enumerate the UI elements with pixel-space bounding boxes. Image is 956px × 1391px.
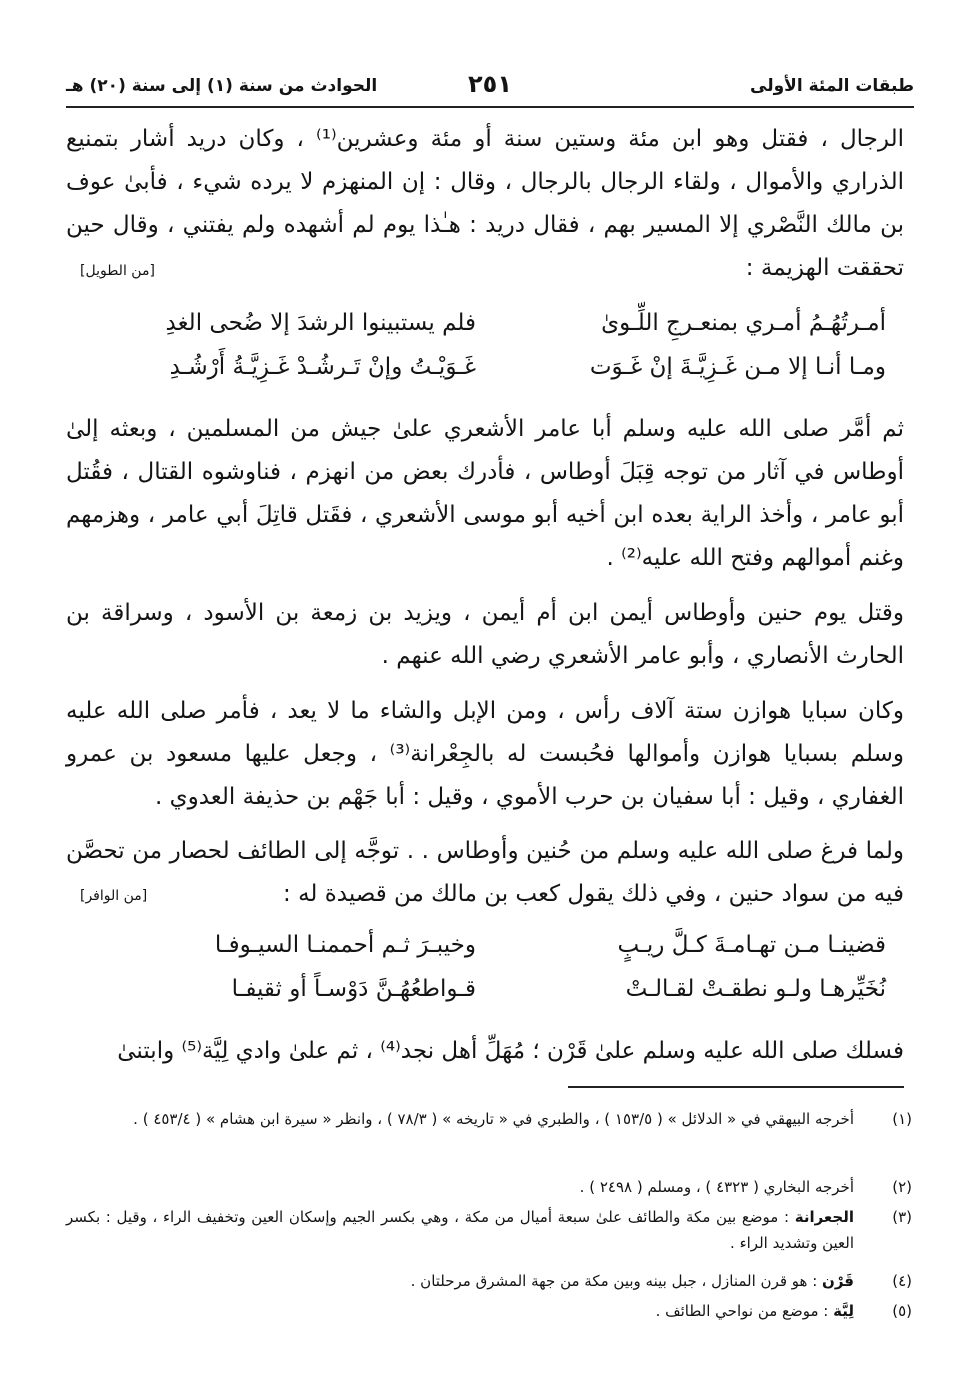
verse-first-hemistich: قضينـا مـن تهـامـةَ كـلَّ ريـبٍ [617, 932, 886, 958]
paragraph-6 [66, 1030, 904, 1073]
footnote-number: (٣) [892, 1208, 912, 1226]
verse-second-hemistich: قـواطعُهُـنَّ دَوْسـاً أو ثقيفـا [231, 976, 476, 1002]
verse-second-hemistich: وخيبـرَ ثـم أحممنـا السيـوفـا [214, 932, 476, 958]
footnote-number: (٥) [892, 1302, 912, 1320]
paragraph-text: ولما فرغ صلى الله عليه وسلم من حُنين وأوطاس . . توجَّه إلى الطائف لحصار من تحصَّن فيه من سواد حنين ، وفي ذلك يقول كعب بن مالك من قصيدة له : [66, 838, 904, 907]
section-title: الحوادث من سنة (١) إلى سنة (٢٠) هـ [66, 76, 378, 96]
footnote-2 [66, 1174, 912, 1200]
footnote-text: : موضع من نواحي الطائف . [655, 1302, 834, 1320]
poem-1-verse-2 [106, 350, 886, 390]
footnote-number: (٤) [892, 1272, 912, 1290]
meter-label-wafir: [من الوافر] [80, 888, 148, 904]
footnote-number: (١) [892, 1110, 912, 1128]
footnote-text: أخرجه البيهقي في « الدلائل » ( ١٥٣/٥ ) ، والطبري في « تاريخه » ( ٧٨/٣ ) ، وانظر « سيرة ابن هشام » ( ٤٥٣/٤ ) . [133, 1110, 854, 1128]
paragraph-text: وكان سبايا هوازن ستة آلاف رأس ، ومن الإبل والشاء ما لا يعد ، فأمر صلى الله عليه وسلم بسبايا هوازن وأموالها فحُبست له بالجِعْرانة⁽³⁾ ، وجعل عليها مسعود بن عمرو الغفاري ، وقيل : أبا سفيان بن حرب الأموي ، وقيل : أبا جَهْم بن حذيفة العدوي . [66, 698, 904, 810]
paragraph-text: ثم أمَّر صلى الله عليه وسلم أبا عامر الأشعري علىٰ جيش من المسلمين ، وبعثه إلىٰ أوطاس في آثار من توجه قِبَلَ أوطاس ، فأدرك بعض من انهزم ، فناوشوه القتال ، فقُتل أبو عامر ، وأخذ الراية بعده ابن أخيه أبو موسى الأشعري ، فقَتل قاتِلَ أبي عامر ، وهزمهم وغنم أموالهم وفتح الله عليه⁽²⁾ . [66, 416, 904, 571]
paragraph-text: وقتل يوم حنين وأوطاس أيمن ابن أم أيمن ، ويزيد بن زمعة بن الأسود ، وسراقة بن الحارث الأنصاري ، وأبو عامر الأشعري رضي الله عنهم . [66, 600, 904, 669]
poem-1-verse-1 [106, 306, 886, 346]
footnote-keyword: الجعرانة [794, 1208, 854, 1226]
footnote-1 [66, 1106, 912, 1132]
verse-first-hemistich: نُخَيِّرهـا ولـو نطقـتْ لقـالـتْ [625, 976, 886, 1002]
page-number: ٢٥١ [468, 70, 512, 98]
paragraph-4 [66, 690, 904, 819]
paragraph-1 [66, 118, 904, 290]
footnote-rule [568, 1086, 904, 1088]
paragraph-3 [66, 592, 904, 678]
footnote-keyword: قَرْن [822, 1272, 854, 1290]
verse-first-hemistich: أمـرتُهُـمُ أمـري بمنعـرجِ اللِّـوىٰ [601, 310, 886, 336]
book-title: طبقات المئة الأولى [750, 76, 914, 96]
footnote-keyword: لِيَّة [833, 1302, 854, 1320]
verse-second-hemistich: غَـوَيْـتُ وإنْ تَـرشُـدْ غَـزِيَّـةُ أَرْشُـدِ [169, 354, 476, 380]
header-rule [66, 106, 914, 108]
paragraph-5 [66, 830, 904, 916]
meter-label-tawil: [من الطويل] [80, 263, 155, 279]
footnote-number: (٢) [892, 1178, 912, 1196]
footnote-text: : هو قرن المنازل ، جبل بينه وبين مكة من جهة المشرق مرحلتان . [410, 1272, 823, 1290]
paragraph-text: فسلك صلى الله عليه وسلم علىٰ قَرْن ؛ مُهَلِّ أهل نجد⁽⁴⁾ ، ثم علىٰ وادي لِيَّة⁽⁵⁾ وابتنىٰ [117, 1038, 904, 1064]
footnote-4 [66, 1268, 912, 1294]
footnote-text: : موضع بين مكة والطائف علىٰ سبعة أميال من مكة ، وهي بكسر الجيم وإسكان العين وتخفيف الراء ، وقيل : بكسر العين وتشديد الراء . [66, 1208, 854, 1252]
footnote-5 [66, 1298, 912, 1324]
verse-first-hemistich: ومـا أنـا إلا مـن غَـزِيَّـةَ إنْ غَـوَت [589, 354, 886, 380]
poem-2-verse-2 [106, 972, 886, 1012]
running-header [66, 70, 914, 104]
paragraph-text: الرجال ، فقتل وهو ابن مئة وستين سنة أو مئة وعشرين⁽¹⁾ ، وكان دريد أشار بتمنيع الذراري والأموال ، ولقاء الرجال بالرجال ، وقال : إن المنهزم لا يرده شيء ، فأبىٰ عوف بن مالك النَّصْري إلا المسير بهم ، فقال دريد : هـٰذا يوم لم أشهده ولم يفتني ، وقال حين تحققت الهزيمة : [66, 126, 904, 281]
poem-2-verse-1 [106, 928, 886, 968]
footnote-3 [66, 1204, 912, 1256]
footnote-text: أخرجه البخاري ( ٤٣٢٣ ) ، ومسلم ( ٢٤٩٨ ) . [579, 1178, 854, 1196]
verse-second-hemistich: فلم يستبينوا الرشدَ إلا ضُحى الغدِ [165, 310, 476, 336]
paragraph-2 [66, 408, 904, 580]
